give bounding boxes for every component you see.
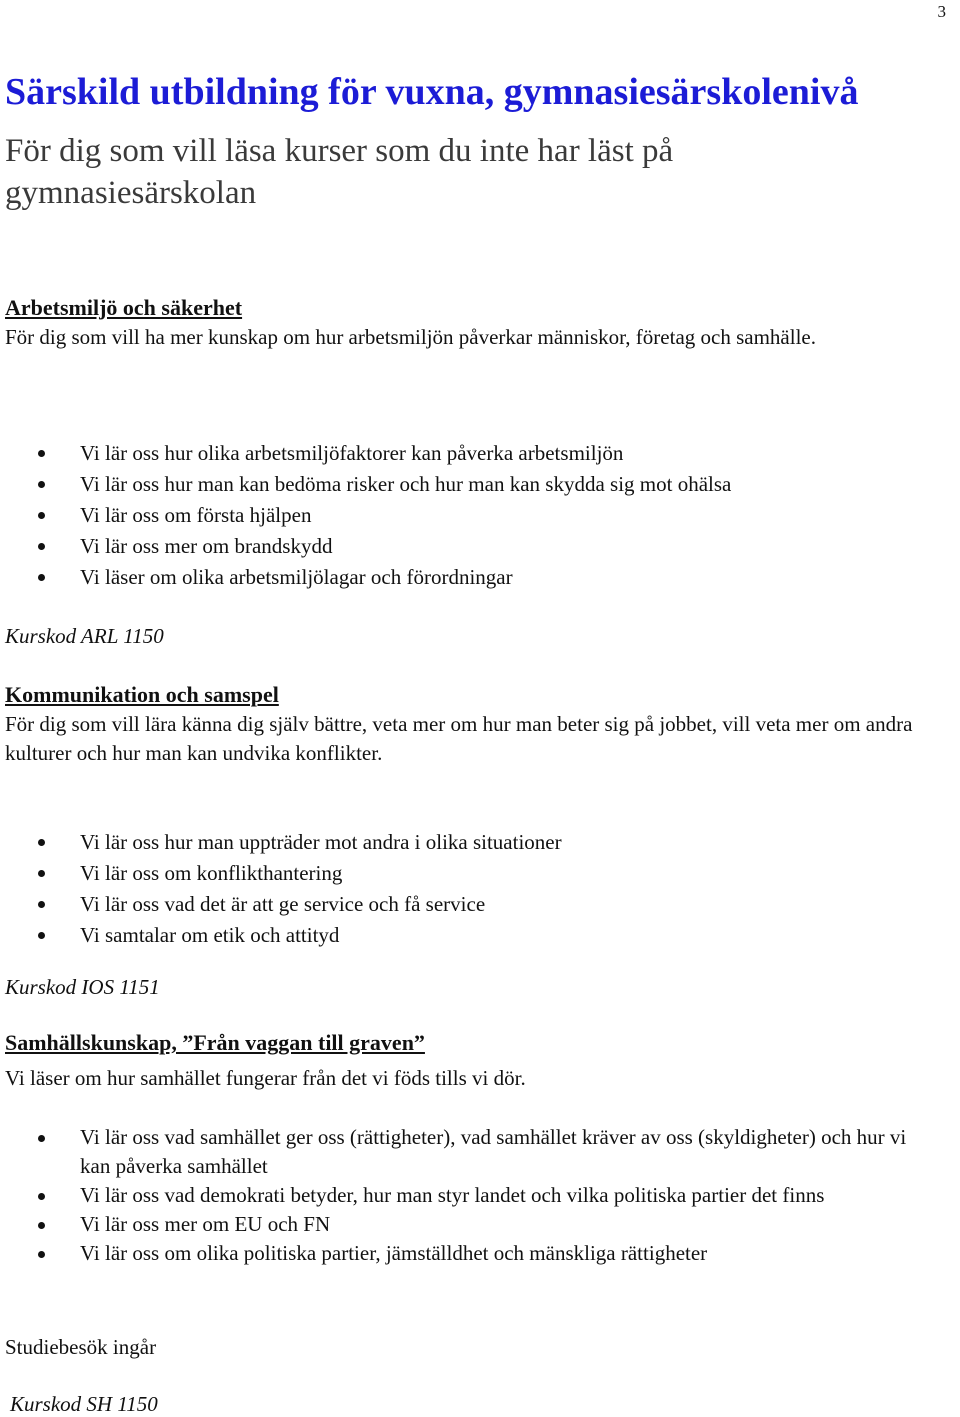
list-item: Vi samtalar om etik och attityd <box>38 920 918 951</box>
section-kommunikation <box>5 680 955 768</box>
section-arbetsmiljo <box>5 293 955 352</box>
list-item: Vi lär oss om olika politiska partier, jämställdhet och mänskliga rättigheter <box>38 1239 918 1268</box>
section-heading: Samhällskunskap, ”Från vaggan till graven” <box>5 1030 425 1055</box>
section-intro: Vi läser om hur samhället fungerar från det vi föds tills vi dör. <box>5 1066 526 1090</box>
list-item: Vi lär oss om första hjälpen <box>38 500 918 531</box>
section-note: Studiebesök ingår <box>5 1335 157 1359</box>
course-code: Kurskod ARL 1150 <box>5 624 164 648</box>
list-item: Vi lär oss mer om EU och FN <box>38 1210 918 1239</box>
list-item: Vi lär oss hur man kan bedöma risker och hur man kan skydda sig mot ohälsa <box>38 469 918 500</box>
list-item: Vi lär oss hur man uppträder mot andra i olika situationer <box>38 827 918 858</box>
course-code: Kurskod SH 1150 <box>10 1392 158 1416</box>
list-item: Vi lär oss mer om brandskydd <box>38 531 918 562</box>
section-heading: Kommunikation och samspel <box>5 682 279 707</box>
course-code: Kurskod IOS 1151 <box>5 975 160 999</box>
bullet-list-arbetsmiljo <box>38 438 918 593</box>
list-item: Vi lär oss hur olika arbetsmiljöfaktorer kan påverka arbetsmiljön <box>38 438 918 469</box>
list-item: Vi lär oss vad demokrati betyder, hur man styr landet och vilka politiska partier det finns <box>38 1181 918 1210</box>
section-intro: För dig som vill lära känna dig själv bättre, veta mer om hur man beter sig på jobbet, vill veta mer om andra kulturer och hur man kan undvika konflikter. <box>5 712 913 765</box>
list-item: Vi lär oss vad det är att ge service och få service <box>38 889 918 920</box>
document-title: Särskild utbildning för vuxna, gymnasiesärskolenivå <box>5 71 859 113</box>
page-number: 3 <box>937 2 946 21</box>
list-item: Vi lär oss om konflikthantering <box>38 858 918 889</box>
section-heading: Arbetsmiljö och säkerhet <box>5 295 243 320</box>
section-intro: För dig som vill ha mer kunskap om hur arbetsmiljön påverkar människor, företag och samhälle. <box>5 325 816 349</box>
document-subtitle: För dig som vill läsa kurser som du inte har läst på gymnasiesärskolan <box>5 133 674 211</box>
list-item: Vi lär oss vad samhället ger oss (rättigheter), vad samhället kräver av oss (skyldigheter) och hur vi kan påverka samhället <box>38 1123 918 1181</box>
section-samhallskunskap <box>5 1028 955 1093</box>
bullet-list-samhallskunskap <box>38 1123 918 1268</box>
list-item: Vi läser om olika arbetsmiljölagar och förordningar <box>38 562 918 593</box>
bullet-list-kommunikation <box>38 827 918 951</box>
